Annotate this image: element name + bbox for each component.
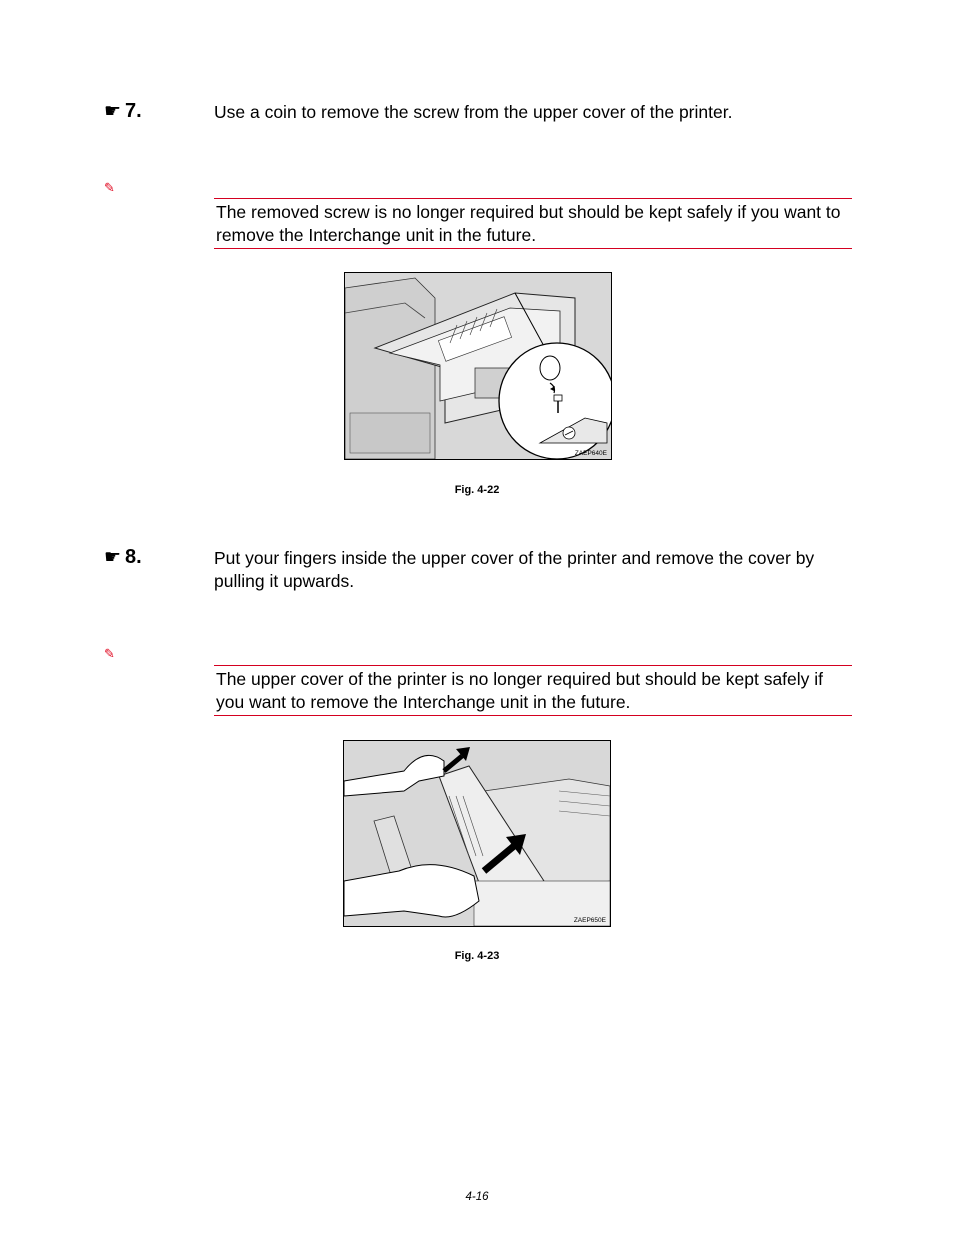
step-8-number	[104, 546, 142, 569]
figure-code: ZAEP650E	[573, 917, 606, 924]
step-8-note: The upper cover of the printer is no longer required but should be kept safely if you want to remove the Interchange unit in the future.	[214, 665, 852, 716]
step-8-text: Put your fingers inside the upper cover of the printer and remove the cover by pulling it upwards.	[214, 548, 815, 591]
step-7-text: Use a coin to remove the screw from the upper cover of the printer.	[214, 102, 733, 122]
figure-code: ZAEP640E	[574, 450, 607, 457]
pointing-hand-icon: ☛	[104, 547, 122, 568]
printer-screw-illustration	[345, 273, 611, 459]
step-number: 8.	[125, 546, 142, 568]
page-number: 4-16	[465, 1191, 489, 1203]
note-icon: ✎	[104, 646, 115, 661]
pointing-hand-icon: ☛	[104, 101, 122, 122]
step-number: 7.	[125, 100, 142, 122]
figure-4-23-illustration	[343, 740, 611, 927]
figure-caption: Fig. 4-23	[454, 950, 500, 962]
figure-4-22-illustration	[344, 272, 612, 460]
remove-cover-illustration	[344, 741, 610, 926]
note-icon: ✎	[104, 180, 115, 195]
step-7-note: The removed screw is no longer required but should be kept safely if you want to remove the Interchange unit in the future.	[214, 198, 852, 249]
figure-caption: Fig. 4-22	[454, 484, 500, 496]
step-7-number	[104, 100, 142, 123]
